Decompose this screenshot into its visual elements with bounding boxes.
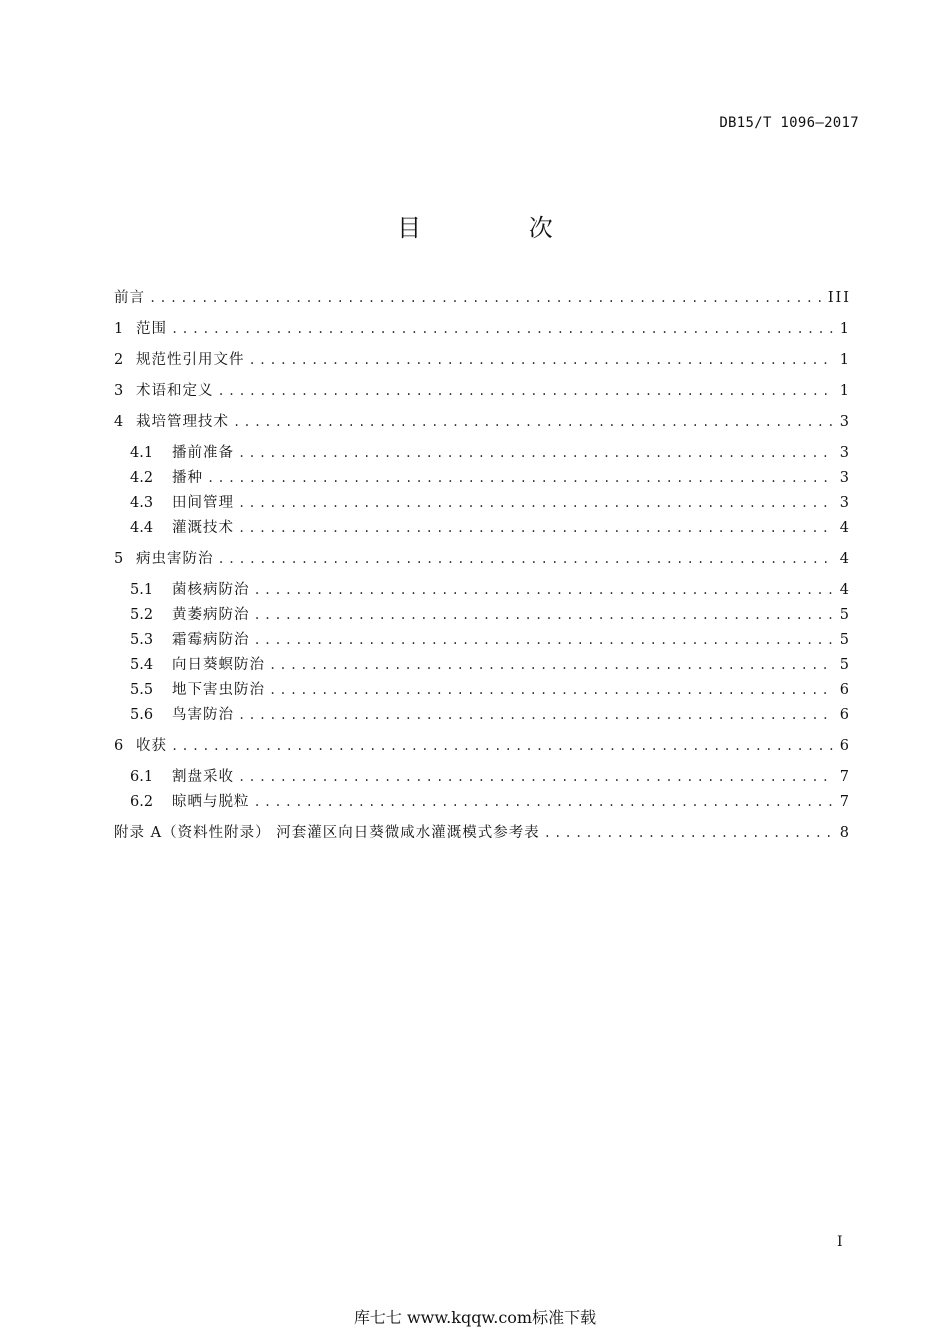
toc-entry-label: 向日葵螟防治 xyxy=(172,657,265,673)
toc-entry-number: 5.5 xyxy=(130,682,154,698)
toc-entry[interactable] xyxy=(114,736,851,756)
toc-entry[interactable] xyxy=(114,412,851,432)
toc-entry-label: 播前准备 xyxy=(172,445,234,461)
toc-entry-page: 7 xyxy=(839,794,851,810)
toc-dot-leader xyxy=(254,605,834,625)
toc-entry[interactable] xyxy=(130,655,851,675)
toc-entry-page: 5 xyxy=(839,657,851,673)
toc-entry-label: 前言 xyxy=(114,290,145,306)
toc-entry-label: 栽培管理技术 xyxy=(136,414,229,430)
toc-entry-number: 1 xyxy=(114,321,124,337)
toc-entry[interactable] xyxy=(130,767,851,787)
toc-dot-leader xyxy=(207,468,834,488)
toc-entry-number: 4.2 xyxy=(130,470,154,486)
toc-entry[interactable] xyxy=(130,792,851,812)
toc-entry-page: 1 xyxy=(839,383,851,399)
toc-entry-number: 4.1 xyxy=(130,445,154,461)
toc-dot-leader xyxy=(254,630,834,650)
toc-dot-leader xyxy=(238,518,834,538)
toc-entry-label: 附录 A（资料性附录） 河套灌区向日葵微咸水灌溉模式参考表 xyxy=(114,825,540,841)
toc-entry-label: 晾晒与脱粒 xyxy=(172,794,250,810)
toc-entry-page: 6 xyxy=(839,738,851,754)
toc-entry-number: 5.3 xyxy=(130,632,154,648)
toc-entry-number: 5.6 xyxy=(130,707,154,723)
toc-entry-label: 术语和定义 xyxy=(136,383,214,399)
toc-entry-page: 6 xyxy=(839,707,851,723)
toc-entry[interactable] xyxy=(114,823,851,843)
toc-entry-page: 1 xyxy=(839,352,851,368)
toc-dot-leader xyxy=(238,705,834,725)
toc-entry-label: 鸟害防治 xyxy=(172,707,234,723)
toc-entry[interactable] xyxy=(130,605,851,625)
toc-entry-label: 范围 xyxy=(136,321,167,337)
toc-dot-leader xyxy=(218,549,834,569)
toc-entry-page: 4 xyxy=(839,551,851,567)
toc-dot-leader xyxy=(269,655,834,675)
toc-dot-leader xyxy=(249,350,834,370)
footer-watermark: 库七七 www.kqqw.com标准下载 xyxy=(353,1308,597,1327)
toc-entry-number: 5.4 xyxy=(130,657,154,673)
toc-entry-label: 规范性引用文件 xyxy=(136,352,245,368)
toc-entry-number: 5 xyxy=(114,551,124,567)
toc-dot-leader xyxy=(149,288,822,308)
toc-entry-page: 6 xyxy=(839,682,851,698)
toc-entry-number: 4.3 xyxy=(130,495,154,511)
toc-entry-page: III xyxy=(827,290,851,306)
toc-entry[interactable] xyxy=(130,705,851,725)
toc-entry-label: 黄萎病防治 xyxy=(172,607,250,623)
toc-entry[interactable] xyxy=(130,630,851,650)
page-number: I xyxy=(837,1234,843,1250)
toc-dot-leader xyxy=(238,443,834,463)
toc-entry-page: 8 xyxy=(839,825,851,841)
toc-dot-leader xyxy=(171,319,834,339)
toc-entry-label: 割盘采收 xyxy=(172,769,234,785)
toc-entry-number: 3 xyxy=(114,383,124,399)
toc-dot-leader xyxy=(254,792,834,812)
toc-entry-page: 7 xyxy=(839,769,851,785)
toc-entry-page: 4 xyxy=(839,582,851,598)
toc-entry-number: 5.2 xyxy=(130,607,154,623)
toc-entry[interactable] xyxy=(114,319,851,339)
toc-entry-page: 3 xyxy=(839,495,851,511)
toc-entry[interactable] xyxy=(130,493,851,513)
toc-entry[interactable] xyxy=(130,580,851,600)
toc-entry-label: 田间管理 xyxy=(172,495,234,511)
toc-entry-label: 病虫害防治 xyxy=(136,551,214,567)
toc-title: 目 次 xyxy=(397,214,603,242)
toc-entry-number: 6.1 xyxy=(130,769,154,785)
toc-dot-leader xyxy=(233,412,834,432)
toc-entry-number: 6 xyxy=(114,738,124,754)
toc-entry[interactable] xyxy=(114,381,851,401)
toc-entry-page: 5 xyxy=(839,607,851,623)
toc-entry-label: 收获 xyxy=(136,738,167,754)
toc-dot-leader xyxy=(171,736,834,756)
toc-dot-leader xyxy=(238,493,834,513)
toc-entry[interactable] xyxy=(130,443,851,463)
toc-entry-page: 5 xyxy=(839,632,851,648)
toc-entry[interactable] xyxy=(130,468,851,488)
toc-entry-number: 2 xyxy=(114,352,124,368)
toc-entry-label: 灌溉技术 xyxy=(172,520,234,536)
toc-entry-label: 霜霉病防治 xyxy=(172,632,250,648)
toc-entry-number: 4 xyxy=(114,414,124,430)
toc-dot-leader xyxy=(544,823,834,843)
toc-entry-number: 5.1 xyxy=(130,582,154,598)
toc-dot-leader xyxy=(269,680,834,700)
document-code: DB15/T 1096—2017 xyxy=(719,115,859,131)
toc-entry-page: 4 xyxy=(839,520,851,536)
toc-entry-label: 菌核病防治 xyxy=(172,582,250,598)
toc-dot-leader xyxy=(218,381,834,401)
toc-entry[interactable] xyxy=(130,680,851,700)
toc-entry-page: 3 xyxy=(839,414,851,430)
toc-entry-number: 4.4 xyxy=(130,520,154,536)
toc-entry[interactable] xyxy=(130,518,851,538)
toc-entry-label: 播种 xyxy=(172,470,203,486)
toc-entry[interactable] xyxy=(114,350,851,370)
toc-entry[interactable] xyxy=(114,288,851,308)
toc-entry-page: 1 xyxy=(839,321,851,337)
toc-entry-number: 6.2 xyxy=(130,794,154,810)
toc-entry[interactable] xyxy=(114,549,851,569)
toc-dot-leader xyxy=(254,580,834,600)
toc-entry-label: 地下害虫防治 xyxy=(172,682,265,698)
toc-entry-page: 3 xyxy=(839,445,851,461)
toc-entry-page: 3 xyxy=(839,470,851,486)
toc-dot-leader xyxy=(238,767,834,787)
